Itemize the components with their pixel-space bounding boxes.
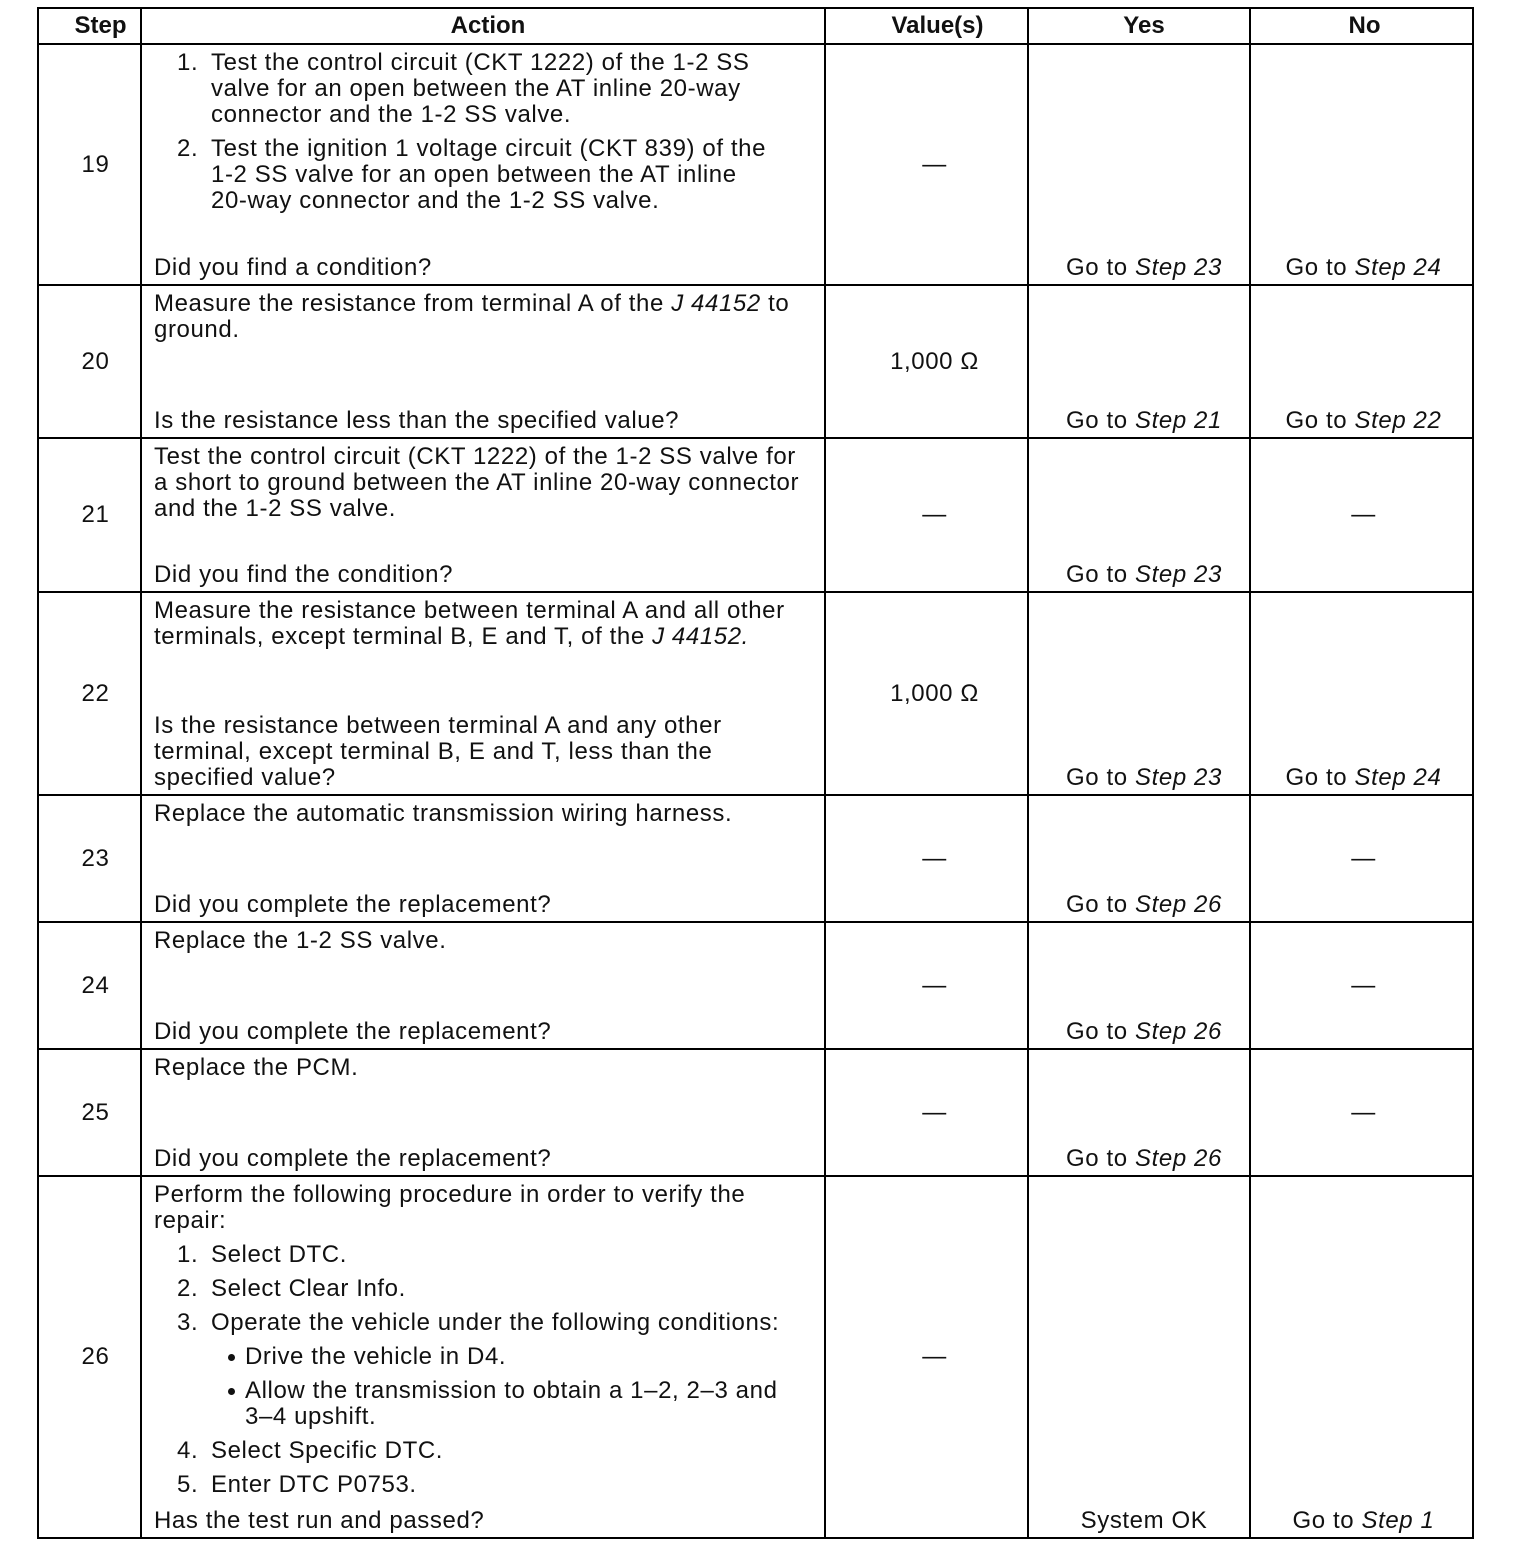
tool-reference: J 44152. xyxy=(652,623,749,650)
yes-result xyxy=(1066,408,1222,434)
question-line: Did you find a condition? xyxy=(154,254,432,281)
list-item xyxy=(177,1310,818,1430)
step-cell-23 xyxy=(39,796,142,923)
text-line: 3–4 upshift. xyxy=(245,1403,377,1430)
no-cell-20 xyxy=(1251,286,1474,439)
action-question xyxy=(154,1508,818,1534)
action-instructions xyxy=(154,1182,818,1498)
header-step-label: Step xyxy=(74,12,127,39)
question-line: Did you complete the replacement? xyxy=(154,1145,552,1172)
goto-step: Step 26 xyxy=(1135,1145,1222,1172)
text-line: Test the ignition 1 voltage circuit (CKT 839) of the xyxy=(211,135,767,162)
action-question xyxy=(154,1146,818,1172)
header-values xyxy=(826,9,1029,45)
step-cell-22 xyxy=(39,593,142,796)
no-cell-23 xyxy=(1251,796,1474,923)
spec-value: — xyxy=(922,1098,947,1126)
text-line: Test the control circuit (CKT 1222) of the 1-2 SS xyxy=(211,49,750,76)
no-result xyxy=(1286,408,1442,434)
list-number: 1. xyxy=(177,1241,199,1268)
step-number: 26 xyxy=(81,1343,110,1370)
list-number: 3. xyxy=(177,1309,199,1336)
text-line: valve for an open between the AT inline 20-way xyxy=(211,75,741,102)
spec-value: — xyxy=(922,501,947,528)
text-line: Replace the automatic transmission wiring harness. xyxy=(154,800,733,827)
value-cell-23 xyxy=(826,796,1029,923)
list-item xyxy=(177,1472,818,1498)
text-line: 1-2 SS valve for an open between the AT inline xyxy=(211,161,737,188)
step-number: 22 xyxy=(81,679,110,707)
goto-step: Step 22 xyxy=(1354,407,1442,434)
yes-result xyxy=(1066,1146,1222,1172)
action-instructions xyxy=(154,928,818,954)
header-yes-label: Yes xyxy=(1123,12,1165,39)
yes-cell-19 xyxy=(1029,45,1251,286)
no-result xyxy=(1286,765,1442,791)
action-question xyxy=(154,255,818,281)
step-cell-25 xyxy=(39,1050,142,1177)
no-cell-26 xyxy=(1251,1177,1474,1539)
text-line: Perform the following procedure in order to verify the xyxy=(154,1181,746,1208)
text-line: Replace the PCM. xyxy=(154,1054,359,1081)
text-line: Select Specific DTC. xyxy=(211,1437,444,1464)
text-line: Operate the vehicle under the following conditions: xyxy=(211,1309,780,1336)
value-cell-20 xyxy=(826,286,1029,439)
text-line: Enter DTC P0753. xyxy=(211,1471,417,1498)
question-line: Is the resistance between terminal A and any other xyxy=(154,712,722,739)
text-line: Select Clear Info. xyxy=(211,1275,406,1302)
text-line: ground. xyxy=(154,316,240,343)
action-question xyxy=(154,1019,818,1045)
no-cell-25 xyxy=(1251,1050,1474,1177)
text-line: connector and the 1-2 SS valve. xyxy=(211,101,572,128)
goto-step: Step 24 xyxy=(1354,764,1442,791)
header-yes xyxy=(1029,9,1251,45)
text-line: a short to ground between the AT inline 20-way connector xyxy=(154,469,800,496)
no-result xyxy=(1286,255,1442,281)
text-line: Replace the 1-2 SS valve. xyxy=(154,927,447,954)
bullet-item xyxy=(227,1344,818,1370)
no-result: — xyxy=(1351,1098,1376,1126)
action-instructions xyxy=(154,1055,818,1081)
goto-text: Go to xyxy=(1066,1018,1128,1045)
list-number: 4. xyxy=(177,1437,199,1464)
header-action-label: Action xyxy=(450,12,526,39)
list-number: 2. xyxy=(177,1275,199,1302)
goto-step: Step 26 xyxy=(1135,891,1222,918)
list-number: 5. xyxy=(177,1471,199,1498)
goto-step: Step 26 xyxy=(1135,1018,1222,1045)
step-cell-21 xyxy=(39,439,142,593)
goto-text: Go to xyxy=(1066,407,1128,434)
list-item xyxy=(177,136,818,214)
goto-step: Step 23 xyxy=(1135,764,1222,791)
goto-text: Go to xyxy=(1066,764,1128,791)
yes-result: System OK xyxy=(1080,1507,1208,1534)
action-question xyxy=(154,892,818,918)
value-cell-21 xyxy=(826,439,1029,593)
action-instructions xyxy=(154,291,818,343)
no-cell-22 xyxy=(1251,593,1474,796)
text-line: Drive the vehicle in D4. xyxy=(245,1343,507,1370)
step-cell-26 xyxy=(39,1177,142,1539)
goto-step: Step 23 xyxy=(1135,254,1222,281)
spec-value: — xyxy=(922,971,947,999)
question-line: Did you find the condition? xyxy=(154,561,454,588)
action-instructions xyxy=(154,598,818,650)
value-cell-19 xyxy=(826,45,1029,286)
goto-text: Go to xyxy=(1066,254,1128,281)
goto-text: Go to xyxy=(1066,891,1128,918)
question-line: specified value? xyxy=(154,764,336,791)
no-result xyxy=(1293,1508,1435,1534)
goto-text: Go to xyxy=(1066,561,1128,588)
question-line: Did you complete the replacement? xyxy=(154,1018,552,1045)
text-line: repair: xyxy=(154,1207,227,1234)
text-line: Test the control circuit (CKT 1222) of the 1-2 SS valve for xyxy=(154,443,796,470)
diagnostic-table xyxy=(37,7,1474,1539)
step-number: 24 xyxy=(81,971,110,999)
yes-result xyxy=(1066,892,1222,918)
yes-cell-25 xyxy=(1029,1050,1251,1177)
action-cell-21 xyxy=(142,439,826,593)
question-line: Did you complete the replacement? xyxy=(154,891,552,918)
list-item xyxy=(177,1242,818,1268)
no-result: — xyxy=(1351,501,1376,528)
action-cell-25 xyxy=(142,1050,826,1177)
text-segment: terminals, except terminal B, E and T, of the xyxy=(154,623,645,650)
tool-reference: J 44152 xyxy=(671,290,761,317)
value-cell-26 xyxy=(826,1177,1029,1539)
action-instructions xyxy=(154,801,818,827)
list-item xyxy=(177,50,818,128)
list-item xyxy=(177,1276,818,1302)
action-cell-26 xyxy=(142,1177,826,1539)
no-result: — xyxy=(1351,844,1376,872)
action-cell-19 xyxy=(142,45,826,286)
header-step xyxy=(39,9,142,45)
no-result: — xyxy=(1351,971,1376,999)
value-cell-25 xyxy=(826,1050,1029,1177)
goto-text: Go to xyxy=(1285,764,1348,791)
no-cell-21 xyxy=(1251,439,1474,593)
action-question xyxy=(154,713,818,791)
question-line: Is the resistance less than the specified value? xyxy=(154,407,680,434)
yes-cell-26 xyxy=(1029,1177,1251,1539)
yes-cell-22 xyxy=(1029,593,1251,796)
bullet-item xyxy=(227,1378,818,1430)
yes-result xyxy=(1066,562,1222,588)
question-line: terminal, except terminal B, E and T, less than the xyxy=(154,738,713,765)
step-number: 25 xyxy=(81,1098,110,1126)
yes-cell-23 xyxy=(1029,796,1251,923)
yes-cell-24 xyxy=(1029,923,1251,1050)
text-line xyxy=(154,624,818,650)
text-line: Allow the transmission to obtain a 1–2, 2–3 and xyxy=(245,1377,778,1404)
text-segment: to xyxy=(768,290,790,317)
text-line: Select DTC. xyxy=(211,1241,347,1268)
header-action xyxy=(142,9,826,45)
value-cell-22 xyxy=(826,593,1029,796)
action-question xyxy=(154,408,818,434)
step-cell-20 xyxy=(39,286,142,439)
text-line xyxy=(154,291,818,317)
action-cell-24 xyxy=(142,923,826,1050)
bullet-marker xyxy=(227,1378,245,1404)
spec-value: — xyxy=(922,1343,947,1370)
action-instructions xyxy=(154,50,818,214)
yes-result xyxy=(1066,1019,1222,1045)
step-cell-19 xyxy=(39,45,142,286)
bullet-marker xyxy=(227,1344,245,1370)
spec-value: 1,000 Ω xyxy=(890,347,979,375)
yes-result xyxy=(1066,255,1222,281)
action-cell-23 xyxy=(142,796,826,923)
goto-text: Go to xyxy=(1285,407,1348,434)
step-number: 23 xyxy=(81,844,110,872)
yes-cell-21 xyxy=(1029,439,1251,593)
question-line: Has the test run and passed? xyxy=(154,1507,485,1534)
spec-value: — xyxy=(922,844,947,872)
spec-value: — xyxy=(922,150,947,178)
goto-text: Go to xyxy=(1285,254,1348,281)
step-cell-24 xyxy=(39,923,142,1050)
step-number: 21 xyxy=(81,501,110,528)
yes-result xyxy=(1066,765,1222,791)
action-cell-20 xyxy=(142,286,826,439)
goto-text: Go to xyxy=(1066,1145,1128,1172)
header-no xyxy=(1251,9,1474,45)
goto-step: Step 23 xyxy=(1135,561,1222,588)
step-number: 20 xyxy=(81,347,110,375)
goto-text: Go to xyxy=(1292,1507,1355,1534)
action-cell-22 xyxy=(142,593,826,796)
text-line: and the 1-2 SS valve. xyxy=(154,495,397,522)
list-number: 1. xyxy=(177,49,199,76)
no-cell-24 xyxy=(1251,923,1474,1050)
value-cell-24 xyxy=(826,923,1029,1050)
text-line: Measure the resistance between terminal A and all other xyxy=(154,597,785,624)
list-number: 2. xyxy=(177,135,199,162)
action-instructions xyxy=(154,444,818,522)
yes-cell-20 xyxy=(1029,286,1251,439)
header-values-label: Value(s) xyxy=(891,12,984,39)
step-number: 19 xyxy=(81,150,110,178)
spec-value: 1,000 Ω xyxy=(890,679,979,707)
goto-step: Step 21 xyxy=(1135,407,1222,434)
no-cell-19 xyxy=(1251,45,1474,286)
goto-step: Step 1 xyxy=(1361,1507,1435,1534)
text-line: 20-way connector and the 1-2 SS valve. xyxy=(211,187,660,214)
text-segment: Measure the resistance from terminal A of the xyxy=(154,290,664,317)
header-no-label: No xyxy=(1348,12,1381,39)
action-question xyxy=(154,562,818,588)
list-item xyxy=(177,1438,818,1464)
goto-step: Step 24 xyxy=(1354,254,1442,281)
